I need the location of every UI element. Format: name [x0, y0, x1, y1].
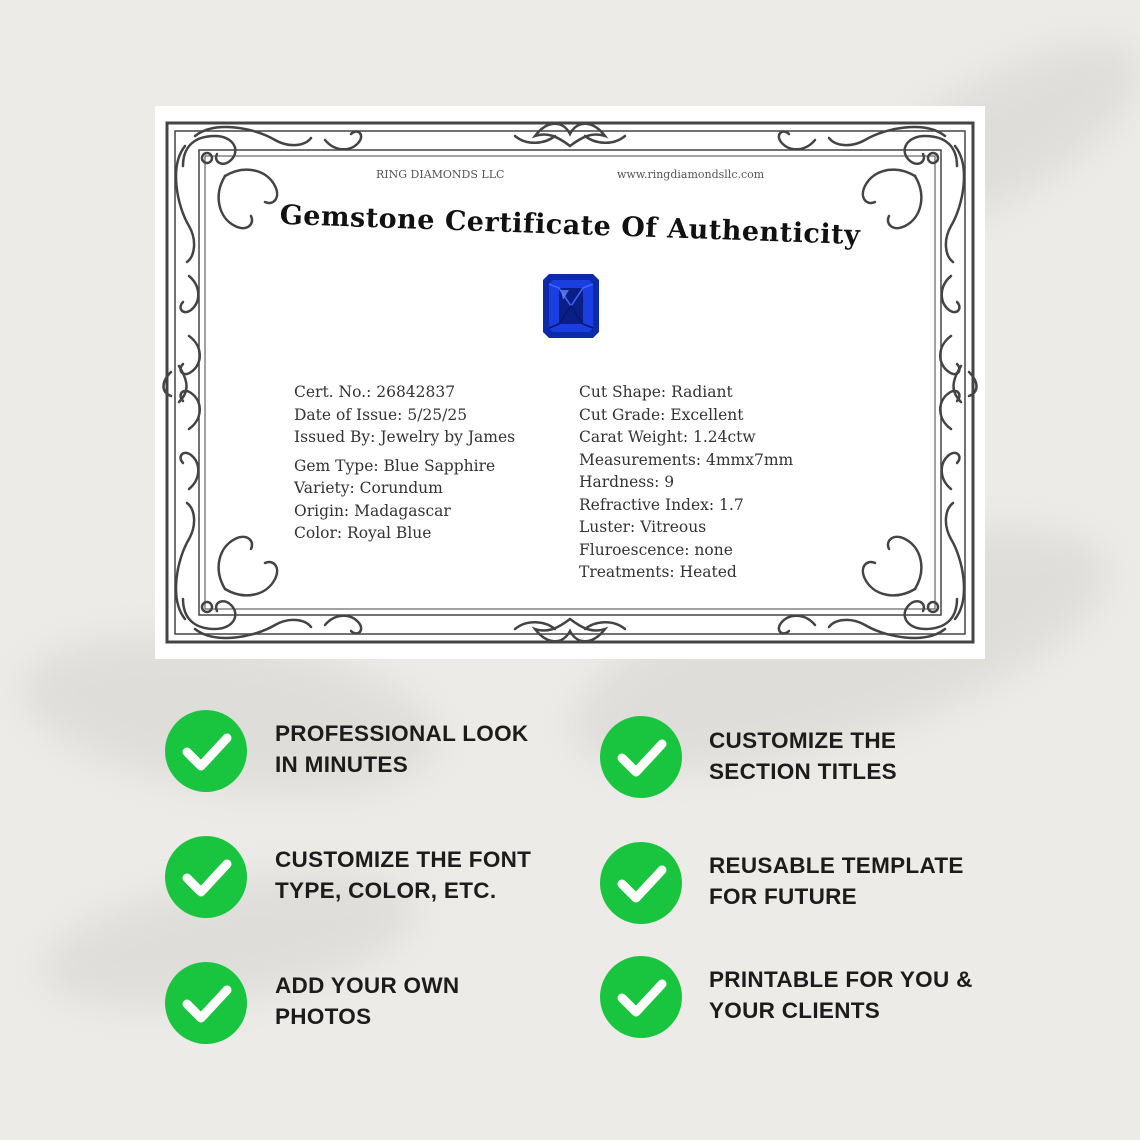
check-circle-icon	[165, 962, 247, 1044]
check-circle-icon	[165, 710, 247, 792]
feature-text: PRINTABLE FOR YOU & YOUR CLIENTS	[709, 967, 973, 1023]
field-treatments: Treatments: Heated	[579, 563, 737, 581]
field-cut-shape: Cut Shape: Radiant	[579, 383, 733, 401]
field-measurements: Measurements: 4mmx7mm	[579, 450, 794, 469]
field-fluorescence: Fluroescence: none	[579, 540, 733, 559]
check-circle-icon	[600, 842, 682, 924]
field-date-of-issue: Date of Issue: 5/25/25	[294, 405, 468, 424]
check-circle-icon	[165, 836, 247, 918]
field-variety: Variety: Corundum	[294, 479, 443, 497]
field-cut-grade: Cut Grade: Excellent	[579, 405, 744, 424]
feature-text: CUSTOMIZE THE SECTION TITLES	[709, 728, 897, 784]
feature-text: ADD YOUR OWN PHOTOS	[275, 973, 460, 1029]
check-circle-icon	[600, 716, 682, 798]
field-issued-by: Issued By: Jewelry by James	[294, 428, 516, 446]
field-carat-weight: Carat Weight: 1.24ctw	[579, 428, 756, 446]
certificate-card	[155, 106, 985, 659]
field-luster: Luster: Vitreous	[579, 518, 707, 536]
gem-image	[543, 274, 599, 338]
field-gem-type: Gem Type: Blue Sapphire	[294, 456, 496, 475]
field-hardness: Hardness: 9	[579, 473, 675, 491]
company-name: RING DIAMONDS LLC	[376, 168, 505, 181]
certificate-title: Gemstone Certificate Of Authenticity	[279, 199, 861, 252]
cert-left-fields	[294, 381, 515, 545]
ornate-frame	[155, 106, 985, 659]
website-url[interactable]: www.ringdiamondsllc.com	[617, 168, 765, 181]
cert-right-fields	[579, 381, 793, 584]
feature-text: REUSABLE TEMPLATE FOR FUTURE	[709, 853, 964, 909]
feature-text: PROFESSIONAL LOOK IN MINUTES	[275, 721, 529, 777]
field-refractive-index: Refractive Index: 1.7	[579, 495, 744, 514]
field-cert-no: Cert. No.: 26842837	[294, 383, 456, 401]
field-origin: Origin: Madagascar	[294, 501, 451, 520]
field-color: Color: Royal Blue	[294, 524, 432, 542]
check-circle-icon	[600, 956, 682, 1038]
feature-text: CUSTOMIZE THE FONT TYPE, COLOR, ETC.	[275, 847, 532, 903]
